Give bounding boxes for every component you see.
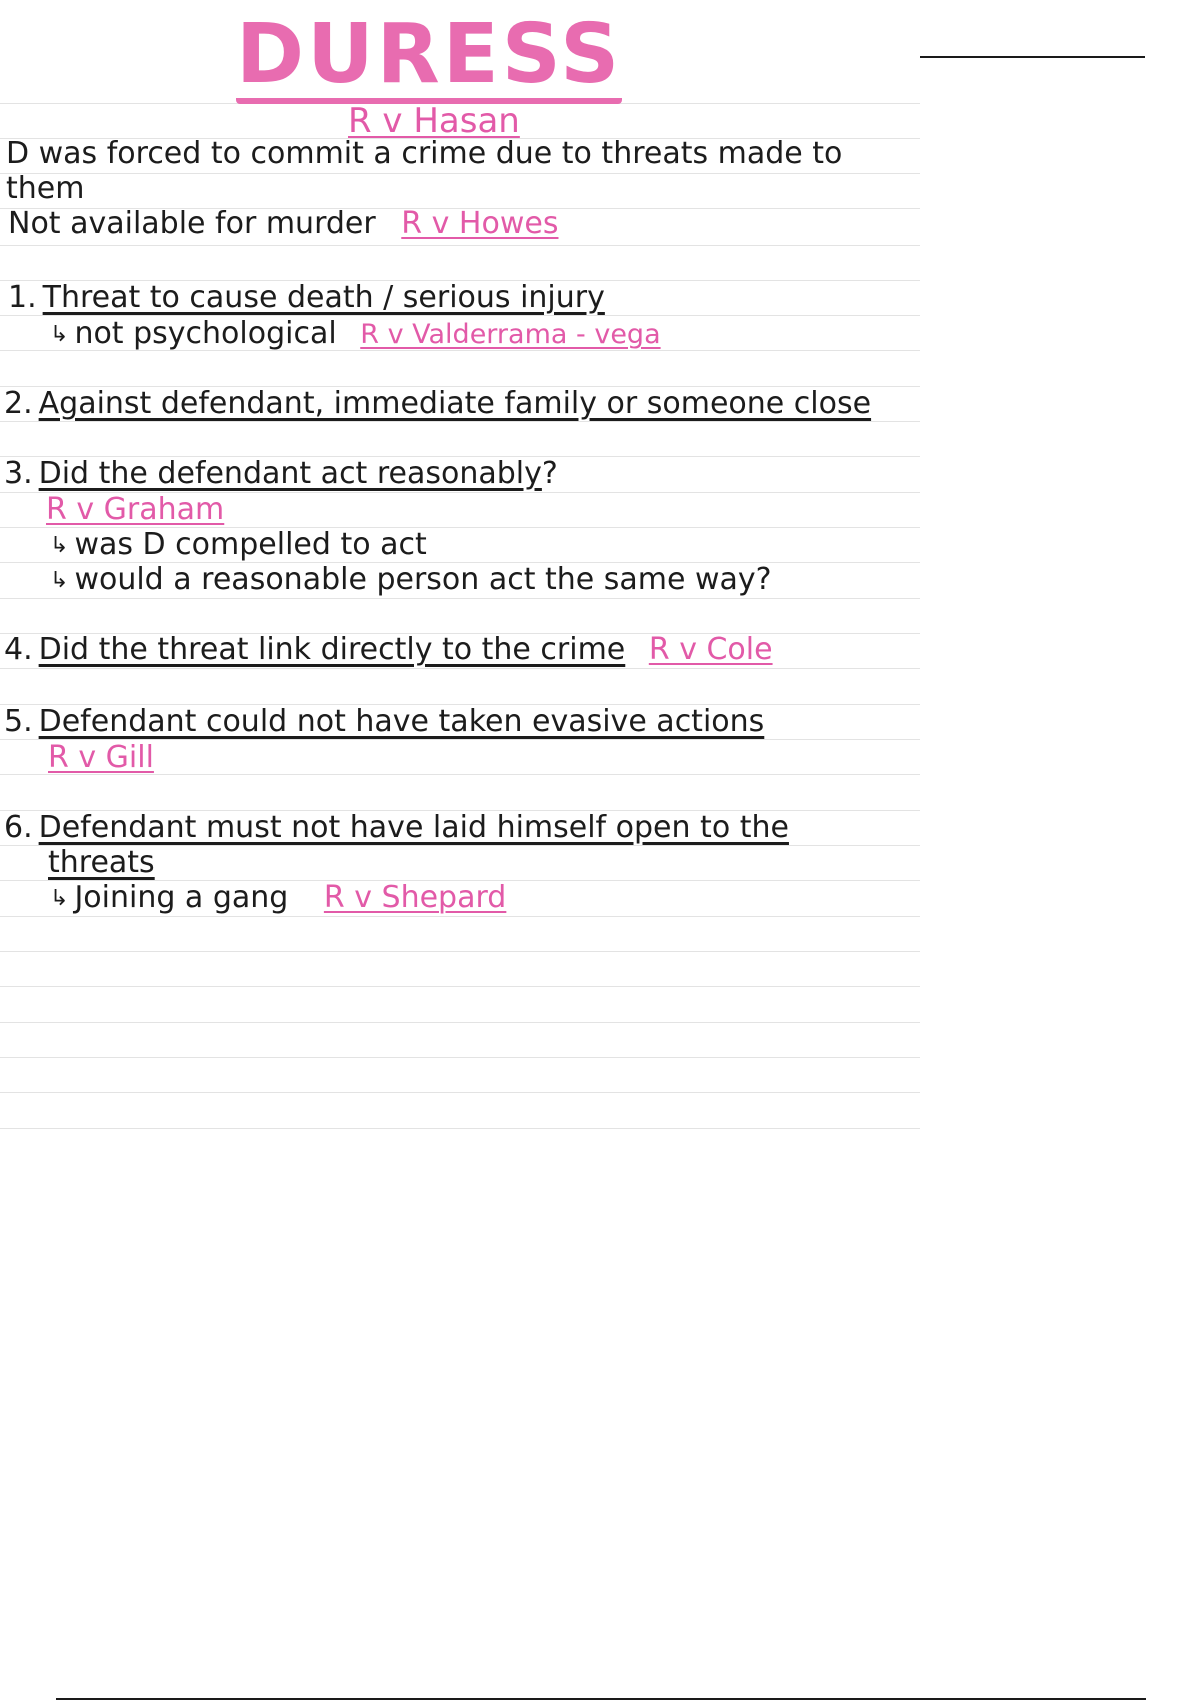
list-item-1-sub [50, 318, 661, 350]
definition-line-2: them [6, 171, 85, 206]
list-item-5 [4, 706, 764, 738]
ruled-line [0, 173, 920, 174]
list-item-3-sub-2 [50, 564, 772, 596]
page-title: DURESS [236, 7, 623, 102]
item-heading: Did the defendant act reasonably [38, 456, 542, 491]
list-item-6 [4, 812, 789, 844]
sub-text: would a reasonable person act the same way? [74, 562, 772, 597]
item-number: 1. [8, 280, 37, 315]
item-number: 4. [4, 632, 33, 667]
ruled-line [0, 916, 920, 917]
item-heading: Defendant could not have taken evasive actions [38, 704, 765, 739]
item-heading: Defendant must not have laid himself open to the [38, 810, 789, 845]
sub-arrow-icon: ↳ [50, 568, 69, 593]
list-item-5-case: R v Gill [48, 740, 154, 775]
not-available-case: R v Howes [401, 206, 559, 241]
list-item-3-sub-1 [50, 529, 427, 561]
sub-arrow-icon: ↳ [50, 322, 69, 347]
list-item-6-sub [50, 882, 506, 914]
list-item-1 [8, 282, 605, 314]
sub-case: R v Valderrama - vega [360, 319, 661, 350]
ruled-line [0, 598, 920, 599]
list-item-4 [4, 634, 773, 666]
item-number: 3. [4, 456, 33, 491]
sub-case: R v Shepard [323, 880, 507, 915]
list-item-2 [4, 388, 871, 420]
item-case: R v Cole [648, 632, 773, 667]
item-number: 5. [4, 704, 33, 739]
ruled-line [0, 1022, 920, 1023]
item-heading: Threat to cause death / serious injury [42, 280, 605, 315]
sub-text: not psychological [74, 316, 337, 351]
ruled-line [0, 951, 920, 952]
sub-arrow-icon: ↳ [50, 533, 69, 558]
list-item-6-line-2 [48, 847, 155, 879]
not-available-note [8, 208, 558, 240]
ruled-line [0, 245, 920, 246]
item-number: 2. [4, 386, 33, 421]
sub-arrow-icon: ↳ [50, 886, 69, 911]
item-heading-suffix: ? [541, 456, 558, 491]
item-number: 6. [4, 810, 33, 845]
ruled-line [0, 986, 920, 987]
sub-text: Joining a gang [74, 880, 289, 915]
ruled-line [0, 1057, 920, 1058]
lead-case: R v Hasan [348, 101, 520, 141]
item-heading: Against defendant, immediate family or someone close [38, 386, 872, 421]
list-item-3 [4, 458, 558, 490]
item-heading-continued: threats [48, 845, 155, 880]
header-corner-line [920, 56, 1145, 58]
not-available-text: Not available for murder [8, 206, 376, 241]
item-heading: Did the threat link directly to the crime [38, 632, 626, 667]
definition-line-1: D was forced to commit a crime due to threats made to [6, 136, 843, 171]
ruled-line [0, 1092, 920, 1093]
ruled-line [0, 421, 920, 422]
ruled-line [0, 1128, 920, 1129]
sub-text: was D compelled to act [74, 527, 427, 562]
ruled-line [0, 668, 920, 669]
list-item-3-case: R v Graham [46, 492, 225, 527]
